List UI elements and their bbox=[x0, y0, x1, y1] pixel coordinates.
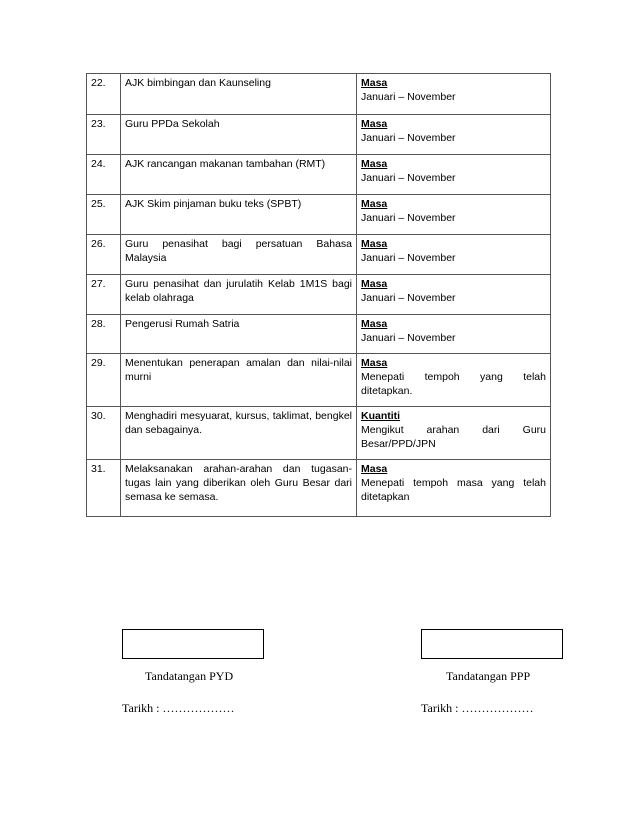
table-row bbox=[87, 275, 551, 315]
table-row bbox=[87, 235, 551, 275]
target-detail: Januari – November bbox=[361, 292, 456, 304]
target-type: Kuantiti bbox=[361, 410, 401, 422]
pyd-signature-box[interactable] bbox=[122, 629, 264, 659]
task-cell: Guru penasihat bagi persatuan Bahasa Malaysia bbox=[121, 235, 357, 275]
table-row bbox=[87, 115, 551, 155]
target-cell bbox=[357, 407, 551, 460]
target-type: Masa bbox=[361, 357, 388, 369]
task-cell: Pengerusi Rumah Satria bbox=[121, 315, 357, 354]
target-detail: Januari – November bbox=[361, 332, 456, 344]
target-detail: Januari – November bbox=[361, 132, 456, 144]
target-cell bbox=[357, 195, 551, 235]
ppp-date-field[interactable]: Tarikh : ……………… bbox=[421, 701, 534, 715]
target-type: Masa bbox=[361, 77, 388, 89]
target-type: Masa bbox=[361, 158, 388, 170]
pyd-date-field[interactable]: Tarikh : ……………… bbox=[122, 701, 235, 715]
task-cell: Menentukan penerapan amalan dan nilai-nilai murni bbox=[121, 354, 357, 407]
pyd-signature-label: Tandatangan PYD bbox=[145, 669, 234, 683]
row-number: 30. bbox=[87, 407, 121, 460]
task-cell: AJK bimbingan dan Kaunseling bbox=[121, 74, 357, 115]
table-row bbox=[87, 407, 551, 460]
row-number: 25. bbox=[87, 195, 121, 235]
target-detail: Menepati tempoh masa yang telah ditetapkan bbox=[361, 477, 546, 503]
table-row bbox=[87, 74, 551, 115]
task-cell: AJK rancangan makanan tambahan (RMT) bbox=[121, 155, 357, 195]
table-row bbox=[87, 315, 551, 354]
row-number: 29. bbox=[87, 354, 121, 407]
target-type: Masa bbox=[361, 198, 388, 210]
target-detail: Januari – November bbox=[361, 172, 456, 184]
task-cell: Menghadiri mesyuarat, kursus, taklimat, bengkel dan sebagainya. bbox=[121, 407, 357, 460]
row-number: 31. bbox=[87, 460, 121, 517]
target-detail: Menepati tempoh yang telah ditetapkan. bbox=[361, 371, 546, 397]
target-cell bbox=[357, 235, 551, 275]
target-cell bbox=[357, 354, 551, 407]
ppp-signature-box[interactable] bbox=[421, 629, 563, 659]
table-row bbox=[87, 460, 551, 517]
target-type: Masa bbox=[361, 118, 388, 130]
row-number: 24. bbox=[87, 155, 121, 195]
duties-table bbox=[86, 73, 551, 517]
task-cell: Guru PPDa Sekolah bbox=[121, 115, 357, 155]
target-detail: Januari – November bbox=[361, 212, 456, 224]
target-detail: Januari – November bbox=[361, 252, 456, 264]
target-detail: Januari – November bbox=[361, 91, 456, 103]
target-cell bbox=[357, 275, 551, 315]
task-cell: AJK Skim pinjaman buku teks (SPBT) bbox=[121, 195, 357, 235]
target-cell bbox=[357, 460, 551, 517]
task-cell: Melaksanakan arahan-arahan dan tugasan-tugas lain yang diberikan oleh Guru Besar dari semasa ke semasa. bbox=[121, 460, 357, 517]
target-cell bbox=[357, 155, 551, 195]
row-number: 26. bbox=[87, 235, 121, 275]
target-cell bbox=[357, 74, 551, 115]
ppp-signature-label: Tandatangan PPP bbox=[446, 669, 531, 683]
target-type: Masa bbox=[361, 278, 388, 290]
target-type: Masa bbox=[361, 318, 388, 330]
task-cell: Guru penasihat dan jurulatih Kelab 1M1S bagi kelab olahraga bbox=[121, 275, 357, 315]
target-cell bbox=[357, 315, 551, 354]
table-row bbox=[87, 195, 551, 235]
row-number: 22. bbox=[87, 74, 121, 115]
table-row bbox=[87, 354, 551, 407]
row-number: 27. bbox=[87, 275, 121, 315]
target-type: Masa bbox=[361, 238, 388, 250]
row-number: 23. bbox=[87, 115, 121, 155]
target-detail: Mengikut arahan dari Guru Besar/PPD/JPN bbox=[361, 424, 546, 450]
target-type: Masa bbox=[361, 463, 388, 475]
table-row bbox=[87, 155, 551, 195]
row-number: 28. bbox=[87, 315, 121, 354]
target-cell bbox=[357, 115, 551, 155]
